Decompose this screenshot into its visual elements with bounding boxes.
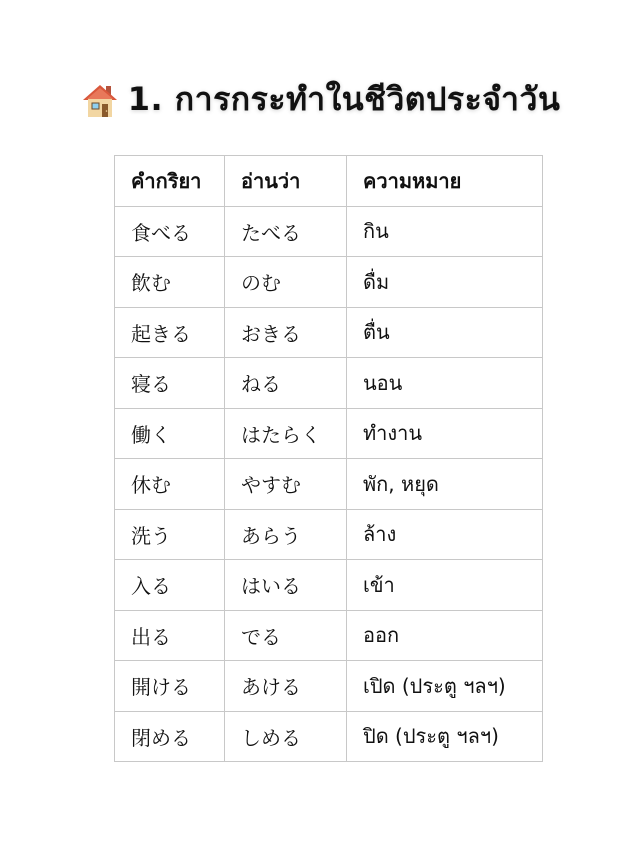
verb-cell: 出る: [115, 610, 225, 661]
table-row: [115, 661, 543, 712]
verb-cell: 閉める: [115, 711, 225, 762]
verb-cell: 休む: [115, 459, 225, 510]
reading-cell: はいる: [225, 560, 347, 611]
table-row: [115, 307, 543, 358]
table-row: [115, 711, 543, 762]
table-row: [115, 459, 543, 510]
meaning-cell: พัก, หยุด: [347, 459, 543, 510]
verb-cell: 飲む: [115, 257, 225, 308]
verb-cell: 開ける: [115, 661, 225, 712]
reading-cell: おきる: [225, 307, 347, 358]
title-text: 1. การกระทำในชีวิตประจำวัน: [127, 80, 561, 118]
page-title: [0, 74, 640, 125]
meaning-cell: เข้า: [347, 560, 543, 611]
table-row: [115, 610, 543, 661]
reading-cell: ねる: [225, 358, 347, 409]
table-row: [115, 560, 543, 611]
meaning-cell: ล้าง: [347, 509, 543, 560]
reading-cell: やすむ: [225, 459, 347, 510]
meaning-cell: กิน: [347, 206, 543, 257]
meaning-cell: ปิด (ประตู ฯลฯ): [347, 711, 543, 762]
meaning-cell: ดื่ม: [347, 257, 543, 308]
house-icon: [80, 80, 120, 120]
reading-cell: あける: [225, 661, 347, 712]
reading-cell: あらう: [225, 509, 347, 560]
table-row: [115, 509, 543, 560]
vocab-table: [114, 155, 543, 762]
reading-cell: のむ: [225, 257, 347, 308]
meaning-cell: ตื่น: [347, 307, 543, 358]
table-row: [115, 358, 543, 409]
verb-cell: 入る: [115, 560, 225, 611]
meaning-cell: ออก: [347, 610, 543, 661]
table-row: [115, 257, 543, 308]
reading-cell: しめる: [225, 711, 347, 762]
table-row: [115, 206, 543, 257]
reading-cell: はたらく: [225, 408, 347, 459]
verb-cell: 洗う: [115, 509, 225, 560]
meaning-cell: นอน: [347, 358, 543, 409]
table-row: [115, 408, 543, 459]
meaning-cell: เปิด (ประตู ฯลฯ): [347, 661, 543, 712]
header-verb: คำกริยา: [115, 156, 225, 207]
reading-cell: たべる: [225, 206, 347, 257]
verb-cell: 食べる: [115, 206, 225, 257]
reading-cell: でる: [225, 610, 347, 661]
verb-cell: 寝る: [115, 358, 225, 409]
table-header-row: [115, 156, 543, 207]
header-meaning: ความหมาย: [347, 156, 543, 207]
meaning-cell: ทำงาน: [347, 408, 543, 459]
header-reading: อ่านว่า: [225, 156, 347, 207]
verb-cell: 起きる: [115, 307, 225, 358]
verb-cell: 働く: [115, 408, 225, 459]
